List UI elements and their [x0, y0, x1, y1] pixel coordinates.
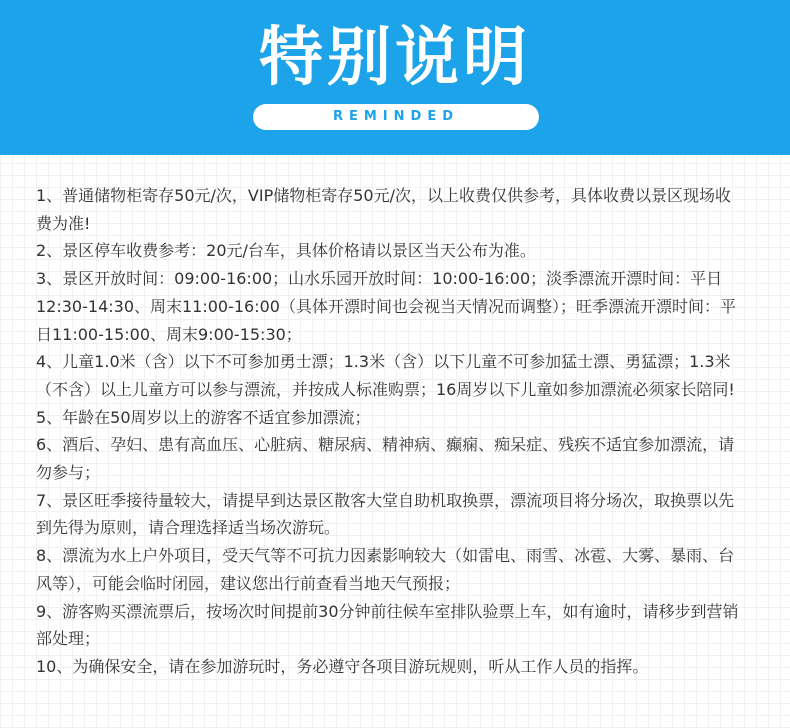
note-item-4: 4、儿童1.0米（含）以下不可参加勇士漂；1.3米（含）以下儿童不可参加猛士漂、勇猛漂；1.3米（不含）以上儿童方可以参与漂流，并按成人标准购票；16周岁以下儿童如参加漂流必须家长陪同! [36, 352, 735, 399]
note-item-3: 3、景区开放时间：09:00-16:00；山水乐园开放时间：10:00-16:00；淡季漂流开漂时间：平日12:30-14:30、周末11:00-16:00（具体开漂时间也会视当天情况而调整）；旺季漂流开漂时间：平日11:00-15:00、周末9:00-15:30； [36, 269, 736, 344]
header-banner [0, 0, 790, 155]
note-item-6: 6、酒后、孕妇、患有高血压、心脏病、糖尿病、精神病、癫痫、痴呆症、残疾不适宜参加漂流，请勿参与； [36, 435, 735, 483]
notes-panel [0, 155, 790, 728]
note-item-1: 1、普通储物柜寄存50元/次，VIP储物柜寄存50元/次，以上收费仅供参考，具体收费以景区现场收费为准! [36, 186, 731, 233]
note-item-10: 10、为确保安全，请在参加游玩时，务必遵守各项目游玩规则，听从工作人员的指挥。 [36, 656, 649, 676]
note-item-7: 7、景区旺季接待量较大，请提早到达景区散客大堂自助机取换票，漂流项目将分场次，取换票以先到先得为原则，请合理选择适当场次游玩。 [36, 490, 735, 538]
page-title: 特别说明 [259, 21, 531, 95]
note-item-2: 2、景区停车收费参考：20元/台车，具体价格请以景区当天公布为准。 [36, 241, 536, 261]
subtitle-badge: REMINDED [253, 104, 539, 130]
notes-list [36, 182, 746, 681]
note-item-5: 5、年龄在50周岁以上的游客不适宜参加漂流； [36, 407, 371, 427]
note-item-9: 9、游客购买漂流票后，按场次时间提前30分钟前往候车室排队验票上车，如有逾时，请移步到营销部处理； [36, 601, 739, 649]
note-item-8: 8、漂流为水上户外项目，受天气等不可抗力因素影响较大（如雷电、雨雪、冰雹、大雾、暴雨、台风等），可能会临时闭园，建议您出行前查看当地天气预报； [36, 546, 735, 593]
